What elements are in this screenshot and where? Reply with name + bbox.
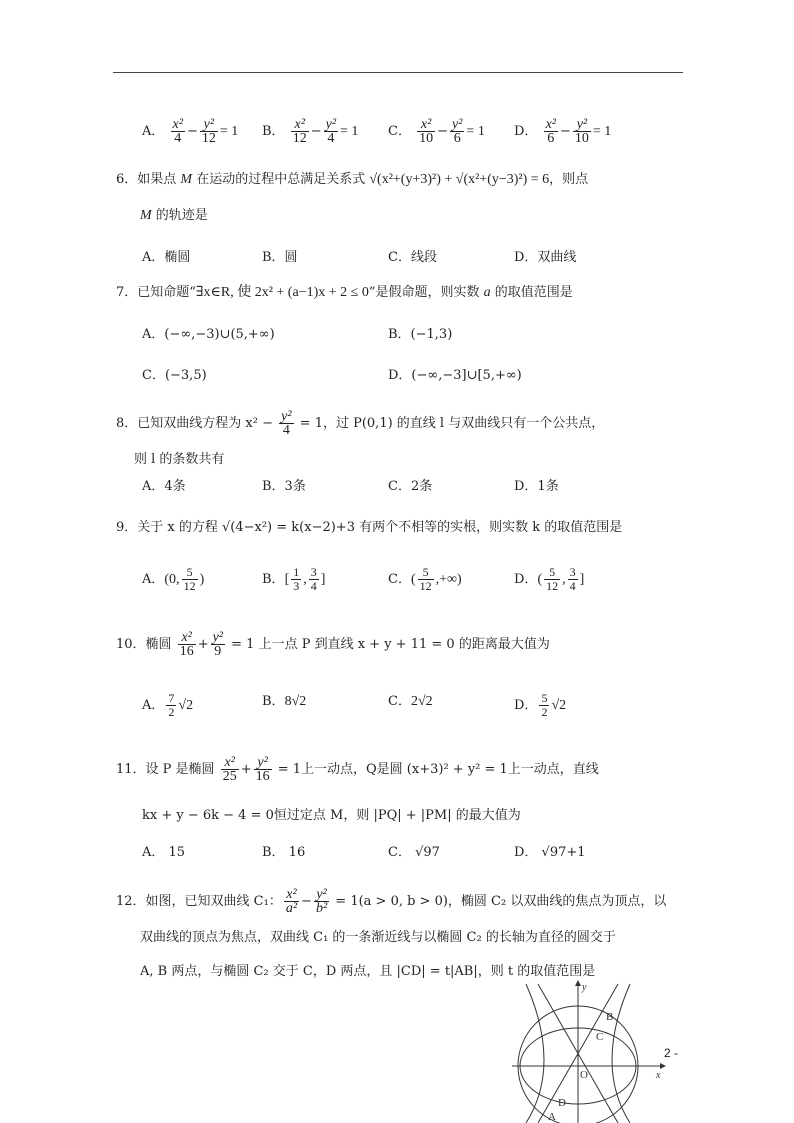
q10-option-a: A． $\frac{7}{2}$ √2 [142, 691, 194, 719]
q5-option-b: B． $\frac{\text{x²}}{12}$ − $\frac{\text{y²}}{4}$ = 1 [262, 117, 359, 146]
point-d-label: D [558, 1097, 566, 1109]
q12-stem-line2: 双曲线的顶点为焦点，双曲线 C₁ 的一条渐近线与以椭圆 C₂ 的长轴为直径的圆交于 [140, 930, 616, 945]
q10-stem: 10．椭圆 $\frac{\text{x²}}{16}$ + $\frac{\text{y²}}{9}$ = 1 上一点 P 到直线 x + y + 11 = 0 的距离最大值为 [116, 630, 550, 659]
q11-stem-line2: kx + y − 6k − 4 = 0恒过定点 M，则 |PQ| + |PM| 的最大值为 [142, 808, 521, 823]
header-rule [113, 72, 683, 73]
q12-stem: 12．如图，已知双曲线 C₁： $\frac{\text{x²}}{\text{a²}}$ − $\frac{\text{y²}}{\text{b²}}$ = 1(a > 0, b > 0)，椭圆 C₂ 以双曲线的焦点为顶点，以 [116, 887, 667, 916]
x-axis-arrow-icon [660, 1063, 666, 1069]
conic-figure [510, 980, 670, 1123]
q6-option-d: D．双曲线 [514, 250, 577, 265]
q9-option-c: C．( $\frac{5}{12}$ ,+∞) [388, 565, 462, 593]
q8-option-c: C．2条 [388, 479, 433, 494]
q5-option-d: D． $\frac{\text{x²}}{6}$ − $\frac{\text{y²}}{10}$ = 1 [514, 117, 612, 146]
hyperbola-left-branch [526, 984, 544, 1123]
q6-option-b: B．圆 [262, 250, 298, 265]
q9-stem: 9．关于 x 的方程 √(4−x²) = k(x−2)+3 有两个不相等的实根，则实数 k 的取值范围是 [116, 520, 623, 535]
q8-option-b: B．3条 [262, 479, 306, 494]
q6-option-c: C．线段 [388, 250, 437, 265]
q8-option-d: D．1条 [514, 479, 559, 494]
q7-stem: 7．已知命题“∃x∈R, 使 2x² + (a−1)x + 2 ≤ 0”是假命题，则实数 a 的取值范围是 [116, 285, 573, 300]
page-number: 2 - [664, 1046, 679, 1060]
q10-option-c: C．2√2 [388, 694, 433, 709]
q10-option-d: D． $\frac{5}{2}$ √2 [514, 691, 567, 719]
point-c-label: C [596, 1031, 604, 1043]
q6-stem: 6．如果点 M 在运动的过程中总满足关系式 √(x²+(y+3)²) + √(x²+(y−3)²) = 6，则点 [116, 172, 589, 187]
q7-option-d: D．(−∞,−3]∪[5,+∞) [388, 368, 522, 383]
q11-stem: 11．设 P 是椭圆 $\frac{\text{x²}}{25}$ + $\frac{\text{y²}}{16}$ = 1上一动点，Q是圆 (x+3)² + y² = 1上一动点，直线 [116, 755, 599, 784]
q8-stem: 8．已知双曲线方程为 x² − $\frac{\text{y²}}{4}$ = 1，过 P(0,1) 的直线 l 与双曲线只有一个公共点， [116, 409, 605, 438]
q8-option-a: A．4条 [142, 479, 186, 494]
origin-label: O [580, 1069, 588, 1081]
point-a-label: A [548, 1111, 556, 1123]
q5-option-c: C． $\frac{\text{x²}}{10}$ − $\frac{\text{y²}}{6}$ = 1 [388, 117, 485, 146]
q11-option-c: C． √97 [388, 845, 440, 860]
point-b-label: B [606, 1011, 614, 1023]
q12-stem-line3: A, B 两点，与椭圆 C₂ 交于 C，D 两点，且 |CD| = t|AB|，则 t 的取值范围是 [140, 964, 596, 979]
x-axis-label: x [656, 1070, 661, 1081]
y-axis-label: y [582, 982, 587, 993]
q5-option-a: A． $\frac{\text{x²}}{4}$ − $\frac{\text{y²}}{12}$ = 1 [142, 117, 239, 146]
q8-stem-line2: 则 l 的条数共有 [134, 452, 225, 467]
q11-option-d: D． √97+1 [514, 845, 586, 860]
q9-option-b: B．[ $\frac{1}{3}$ , $\frac{3}{4}$ ] [262, 565, 326, 593]
hyperbola-right-branch [612, 984, 630, 1123]
q7-option-c: C．(−3,5) [142, 368, 207, 383]
q9-option-d: D．( $\frac{5}{12}$ , $\frac{3}{4}$ ] [514, 565, 585, 593]
q7-option-a: A．(−∞,−3)∪(5,+∞) [142, 327, 275, 342]
q11-option-a: A． 15 [142, 845, 186, 860]
q6-option-a: A．椭圆 [142, 250, 191, 265]
q9-option-a: A．(0, $\frac{5}{12}$ ) [142, 565, 205, 593]
q10-option-b: B．8√2 [262, 694, 307, 709]
q6-stem-line2: M 的轨迹是 [140, 208, 208, 223]
y-axis-arrow-icon [575, 980, 581, 986]
q11-option-b: B． 16 [262, 845, 306, 860]
q7-option-b: B．(−1,3) [388, 327, 453, 342]
